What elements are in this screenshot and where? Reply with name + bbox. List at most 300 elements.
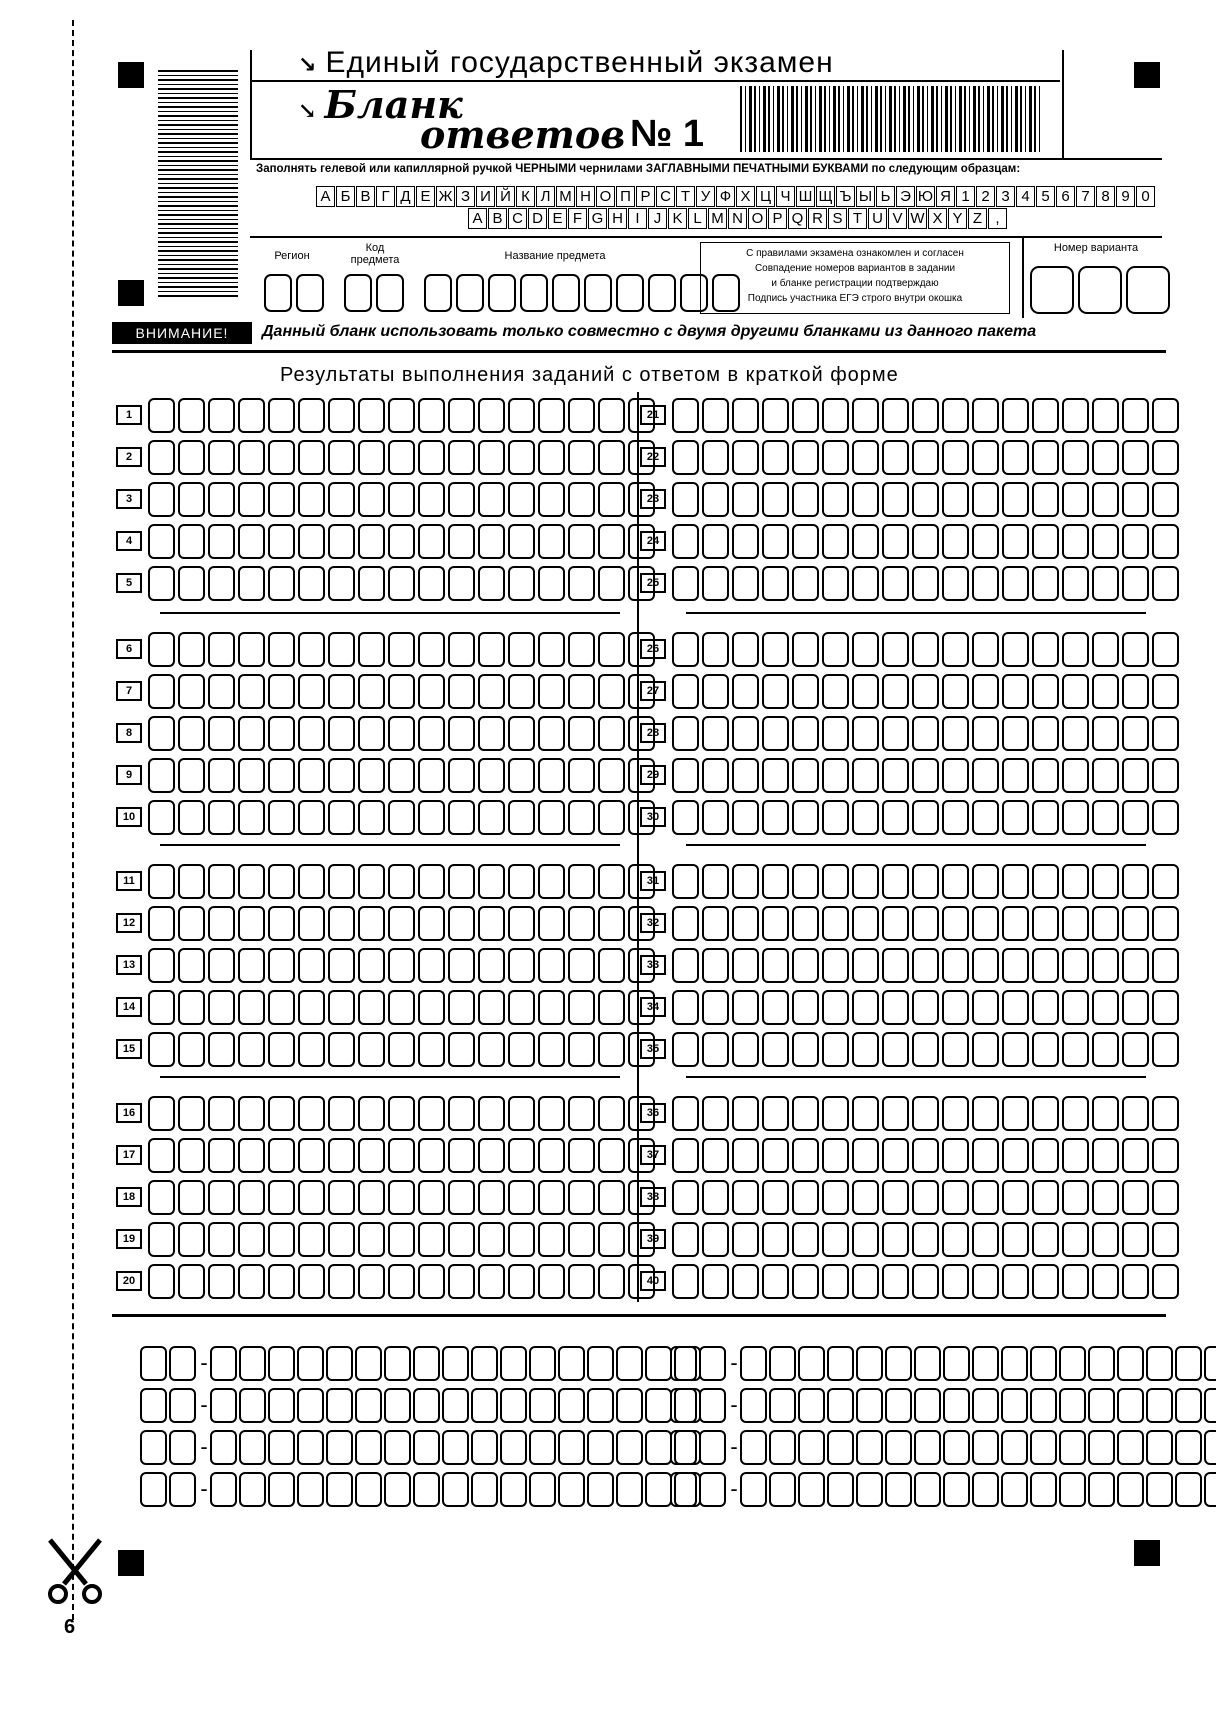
answer-cell[interactable]: [538, 1264, 565, 1299]
answer-cells[interactable]: [672, 948, 1182, 983]
answer-cell[interactable]: [942, 482, 969, 517]
answer-cell[interactable]: [298, 906, 325, 941]
answer-cell[interactable]: [1152, 1222, 1179, 1257]
answer-cell[interactable]: [328, 398, 355, 433]
answer-cells[interactable]: [672, 1096, 1182, 1131]
answer-cell[interactable]: [1032, 990, 1059, 1025]
answer-cell[interactable]: [208, 1264, 235, 1299]
answer-cell[interactable]: [762, 1032, 789, 1067]
answer-cell[interactable]: [792, 1138, 819, 1173]
answer-cell[interactable]: [418, 800, 445, 835]
answer-cell[interactable]: [1092, 524, 1119, 559]
answer-cell[interactable]: [328, 906, 355, 941]
answer-cell[interactable]: [418, 1222, 445, 1257]
answer-cell[interactable]: [852, 948, 879, 983]
answer-cell[interactable]: [942, 566, 969, 601]
answer-cell[interactable]: [852, 906, 879, 941]
answer-cell[interactable]: [508, 566, 535, 601]
answer-cell[interactable]: [238, 716, 265, 751]
answer-cell[interactable]: [912, 440, 939, 475]
answer-cell[interactable]: [1032, 1096, 1059, 1131]
answer-cell[interactable]: [448, 632, 475, 667]
correction-task-number-cells[interactable]: [670, 1388, 728, 1423]
answer-cell[interactable]: [912, 864, 939, 899]
answer-cell[interactable]: [1122, 758, 1149, 793]
answer-cell[interactable]: [972, 1222, 999, 1257]
answer-cell[interactable]: [298, 990, 325, 1025]
answer-cell[interactable]: [298, 566, 325, 601]
answer-cell[interactable]: [702, 948, 729, 983]
answer-cell[interactable]: [568, 906, 595, 941]
answer-cell[interactable]: [912, 906, 939, 941]
answer-cell[interactable]: [972, 948, 999, 983]
answer-cell[interactable]: [508, 948, 535, 983]
answer-cell[interactable]: [792, 482, 819, 517]
answer-cell[interactable]: [478, 482, 505, 517]
answer-cell[interactable]: [1002, 948, 1029, 983]
answer-cell[interactable]: [358, 524, 385, 559]
answer-cell[interactable]: [882, 1032, 909, 1067]
answer-cell[interactable]: [538, 1096, 565, 1131]
answer-cell[interactable]: [178, 716, 205, 751]
correction-answer-cells[interactable]: [740, 1430, 1216, 1465]
answer-cell[interactable]: [882, 990, 909, 1025]
answer-cell[interactable]: [882, 674, 909, 709]
answer-cell[interactable]: [852, 1138, 879, 1173]
answer-cell[interactable]: [478, 948, 505, 983]
answer-cell[interactable]: [672, 1138, 699, 1173]
answer-cell[interactable]: [148, 800, 175, 835]
answer-cell[interactable]: [298, 758, 325, 793]
answer-cell[interactable]: [268, 1180, 295, 1215]
answer-cell[interactable]: [1002, 906, 1029, 941]
answer-cell[interactable]: [1062, 1096, 1089, 1131]
answer-cell[interactable]: [702, 482, 729, 517]
answer-cell[interactable]: [1062, 1222, 1089, 1257]
answer-cell[interactable]: [1092, 948, 1119, 983]
answer-cell[interactable]: [702, 1032, 729, 1067]
answer-cell[interactable]: [672, 1032, 699, 1067]
answer-cell[interactable]: [882, 864, 909, 899]
answer-cell[interactable]: [852, 800, 879, 835]
answer-cell[interactable]: [328, 524, 355, 559]
answer-cell[interactable]: [328, 1096, 355, 1131]
subject-code-field[interactable]: [344, 274, 408, 312]
answer-cell[interactable]: [178, 948, 205, 983]
answer-cell[interactable]: [1092, 440, 1119, 475]
answer-cell[interactable]: [268, 1096, 295, 1131]
answer-cell[interactable]: [448, 758, 475, 793]
answer-cell[interactable]: [178, 482, 205, 517]
answer-cell[interactable]: [1002, 566, 1029, 601]
answer-cell[interactable]: [762, 632, 789, 667]
answer-cell[interactable]: [148, 1138, 175, 1173]
answer-cell[interactable]: [1152, 1180, 1179, 1215]
answer-cell[interactable]: [1032, 1032, 1059, 1067]
answer-cell[interactable]: [1062, 398, 1089, 433]
answer-cell[interactable]: [448, 674, 475, 709]
answer-cell[interactable]: [508, 716, 535, 751]
answer-cells[interactable]: [672, 566, 1182, 601]
answer-cell[interactable]: [298, 1264, 325, 1299]
answer-cell[interactable]: [942, 716, 969, 751]
answer-cell[interactable]: [358, 674, 385, 709]
answer-cell[interactable]: [148, 482, 175, 517]
answer-cell[interactable]: [478, 1032, 505, 1067]
answer-cell[interactable]: [1152, 1032, 1179, 1067]
answer-cell[interactable]: [822, 758, 849, 793]
answer-cell[interactable]: [208, 948, 235, 983]
answer-cell[interactable]: [912, 758, 939, 793]
answer-cell[interactable]: [418, 906, 445, 941]
answer-cell[interactable]: [568, 566, 595, 601]
answer-cell[interactable]: [1152, 1138, 1179, 1173]
answer-cell[interactable]: [972, 1096, 999, 1131]
answer-cell[interactable]: [178, 674, 205, 709]
answer-cell[interactable]: [1122, 566, 1149, 601]
answer-cell[interactable]: [568, 758, 595, 793]
answer-cell[interactable]: [942, 524, 969, 559]
answer-cell[interactable]: [328, 1032, 355, 1067]
answer-cell[interactable]: [418, 632, 445, 667]
answer-cell[interactable]: [912, 1264, 939, 1299]
answer-cell[interactable]: [732, 758, 759, 793]
answer-cell[interactable]: [478, 864, 505, 899]
answer-cell[interactable]: [538, 864, 565, 899]
answer-cell[interactable]: [568, 1264, 595, 1299]
answer-cell[interactable]: [762, 716, 789, 751]
answer-cell[interactable]: [448, 990, 475, 1025]
answer-cells[interactable]: [672, 990, 1182, 1025]
answer-cell[interactable]: [702, 864, 729, 899]
answer-cell[interactable]: [508, 1222, 535, 1257]
answer-cell[interactable]: [388, 1138, 415, 1173]
answer-cell[interactable]: [1122, 990, 1149, 1025]
answer-cell[interactable]: [568, 524, 595, 559]
answer-cell[interactable]: [178, 758, 205, 793]
correction-answer-cells[interactable]: [210, 1472, 703, 1507]
answer-cell[interactable]: [508, 800, 535, 835]
answer-cell[interactable]: [1032, 716, 1059, 751]
answer-cell[interactable]: [852, 1032, 879, 1067]
answer-cell[interactable]: [942, 1096, 969, 1131]
answer-cell[interactable]: [942, 1032, 969, 1067]
answer-cell[interactable]: [1032, 800, 1059, 835]
answer-cell[interactable]: [388, 440, 415, 475]
answer-cell[interactable]: [448, 716, 475, 751]
answer-cell[interactable]: [388, 716, 415, 751]
answer-cell[interactable]: [268, 524, 295, 559]
answer-cell[interactable]: [912, 1138, 939, 1173]
answer-cell[interactable]: [852, 1180, 879, 1215]
answer-cell[interactable]: [208, 566, 235, 601]
answer-cell[interactable]: [1032, 398, 1059, 433]
answer-cell[interactable]: [822, 990, 849, 1025]
answer-cell[interactable]: [178, 632, 205, 667]
answer-cell[interactable]: [508, 674, 535, 709]
answer-cell[interactable]: [148, 674, 175, 709]
answer-cell[interactable]: [328, 758, 355, 793]
answer-cell[interactable]: [882, 1222, 909, 1257]
answer-cell[interactable]: [268, 632, 295, 667]
correction-task-number-cells[interactable]: [140, 1388, 198, 1423]
answer-cell[interactable]: [822, 716, 849, 751]
answer-cells[interactable]: [148, 716, 658, 751]
answer-cell[interactable]: [208, 1096, 235, 1131]
answer-cell[interactable]: [388, 864, 415, 899]
answer-cell[interactable]: [702, 1096, 729, 1131]
answer-cell[interactable]: [208, 716, 235, 751]
answer-cell[interactable]: [508, 1138, 535, 1173]
answer-cell[interactable]: [418, 524, 445, 559]
answer-cell[interactable]: [448, 1222, 475, 1257]
answer-cell[interactable]: [238, 398, 265, 433]
answer-cell[interactable]: [1062, 864, 1089, 899]
answer-cell[interactable]: [208, 524, 235, 559]
answer-cell[interactable]: [1152, 440, 1179, 475]
answer-cell[interactable]: [418, 674, 445, 709]
answer-cell[interactable]: [762, 566, 789, 601]
answer-cell[interactable]: [1032, 1264, 1059, 1299]
answer-cell[interactable]: [1152, 758, 1179, 793]
answer-cell[interactable]: [852, 1264, 879, 1299]
answer-cell[interactable]: [598, 1096, 625, 1131]
answer-cell[interactable]: [792, 398, 819, 433]
variant-field[interactable]: [1030, 266, 1174, 314]
answer-cell[interactable]: [568, 864, 595, 899]
answer-cell[interactable]: [178, 906, 205, 941]
answer-cell[interactable]: [328, 1180, 355, 1215]
answer-cell[interactable]: [882, 1264, 909, 1299]
answer-cell[interactable]: [942, 1222, 969, 1257]
answer-cell[interactable]: [178, 800, 205, 835]
answer-cell[interactable]: [1032, 1138, 1059, 1173]
answer-cell[interactable]: [1152, 632, 1179, 667]
answer-cell[interactable]: [702, 632, 729, 667]
answer-cell[interactable]: [792, 1180, 819, 1215]
answer-cell[interactable]: [1122, 632, 1149, 667]
answer-cell[interactable]: [238, 1138, 265, 1173]
answer-cell[interactable]: [238, 758, 265, 793]
answer-cell[interactable]: [762, 524, 789, 559]
answer-cell[interactable]: [972, 1180, 999, 1215]
answer-cell[interactable]: [208, 632, 235, 667]
answer-cell[interactable]: [388, 800, 415, 835]
answer-cell[interactable]: [1062, 674, 1089, 709]
answer-cell[interactable]: [702, 758, 729, 793]
answer-cell[interactable]: [1032, 906, 1059, 941]
answer-cells[interactable]: [148, 566, 658, 601]
answer-cells[interactable]: [148, 1138, 658, 1173]
answer-cells[interactable]: [148, 1032, 658, 1067]
answer-cell[interactable]: [358, 1096, 385, 1131]
answer-cell[interactable]: [358, 758, 385, 793]
answer-cell[interactable]: [732, 398, 759, 433]
answer-cell[interactable]: [792, 758, 819, 793]
answer-cell[interactable]: [1032, 632, 1059, 667]
correction-task-number-cells[interactable]: [670, 1346, 728, 1381]
answer-cell[interactable]: [418, 566, 445, 601]
answer-cell[interactable]: [912, 716, 939, 751]
answer-cell[interactable]: [508, 440, 535, 475]
answer-cell[interactable]: [268, 758, 295, 793]
answer-cell[interactable]: [388, 566, 415, 601]
answer-cells[interactable]: [672, 524, 1182, 559]
answer-cell[interactable]: [358, 440, 385, 475]
answer-cell[interactable]: [448, 1264, 475, 1299]
answer-cell[interactable]: [358, 632, 385, 667]
answer-cell[interactable]: [942, 990, 969, 1025]
answer-cell[interactable]: [822, 482, 849, 517]
answer-cells[interactable]: [672, 1138, 1182, 1173]
answer-cell[interactable]: [268, 398, 295, 433]
answer-cell[interactable]: [822, 948, 849, 983]
answer-cell[interactable]: [358, 948, 385, 983]
answer-cell[interactable]: [1032, 524, 1059, 559]
answer-cell[interactable]: [538, 716, 565, 751]
answer-cell[interactable]: [418, 1264, 445, 1299]
answer-cell[interactable]: [822, 566, 849, 601]
answer-cell[interactable]: [852, 674, 879, 709]
answer-cell[interactable]: [328, 632, 355, 667]
answer-cell[interactable]: [388, 1180, 415, 1215]
answer-cell[interactable]: [972, 524, 999, 559]
answer-cell[interactable]: [792, 440, 819, 475]
answer-cells[interactable]: [148, 674, 658, 709]
answer-cell[interactable]: [972, 1032, 999, 1067]
answer-cell[interactable]: [478, 1264, 505, 1299]
answer-cell[interactable]: [732, 716, 759, 751]
answer-cell[interactable]: [238, 1032, 265, 1067]
answer-cell[interactable]: [762, 1222, 789, 1257]
answer-cells[interactable]: [148, 1264, 658, 1299]
answer-cell[interactable]: [358, 716, 385, 751]
answer-cell[interactable]: [852, 1222, 879, 1257]
answer-cell[interactable]: [538, 948, 565, 983]
answer-cell[interactable]: [1122, 1264, 1149, 1299]
answer-cell[interactable]: [148, 1222, 175, 1257]
answer-cell[interactable]: [238, 482, 265, 517]
answer-cells[interactable]: [148, 948, 658, 983]
answer-cell[interactable]: [298, 1032, 325, 1067]
correction-answer-cells[interactable]: [740, 1388, 1216, 1423]
answer-cell[interactable]: [478, 1138, 505, 1173]
correction-task-number-cells[interactable]: [140, 1430, 198, 1465]
answer-cell[interactable]: [822, 1264, 849, 1299]
answer-cell[interactable]: [792, 1032, 819, 1067]
answer-cell[interactable]: [852, 398, 879, 433]
answer-cell[interactable]: [388, 482, 415, 517]
answer-cell[interactable]: [298, 800, 325, 835]
answer-cell[interactable]: [238, 524, 265, 559]
answer-cell[interactable]: [822, 906, 849, 941]
answer-cell[interactable]: [268, 1222, 295, 1257]
answer-cell[interactable]: [238, 440, 265, 475]
answer-cell[interactable]: [1092, 864, 1119, 899]
correction-answer-cells[interactable]: [740, 1472, 1216, 1507]
answer-cell[interactable]: [822, 674, 849, 709]
answer-cell[interactable]: [478, 674, 505, 709]
answer-cell[interactable]: [1062, 482, 1089, 517]
answer-cell[interactable]: [1062, 1032, 1089, 1067]
answer-cell[interactable]: [822, 1222, 849, 1257]
answer-cell[interactable]: [358, 398, 385, 433]
answer-cell[interactable]: [328, 482, 355, 517]
answer-cell[interactable]: [148, 716, 175, 751]
answer-cell[interactable]: [358, 1032, 385, 1067]
answer-cell[interactable]: [238, 906, 265, 941]
answer-cell[interactable]: [478, 1096, 505, 1131]
answer-cell[interactable]: [508, 906, 535, 941]
answer-cell[interactable]: [972, 482, 999, 517]
answer-cell[interactable]: [538, 632, 565, 667]
answer-cell[interactable]: [762, 758, 789, 793]
answer-cell[interactable]: [852, 864, 879, 899]
answer-cells[interactable]: [148, 864, 658, 899]
answer-cell[interactable]: [328, 1222, 355, 1257]
answer-cell[interactable]: [538, 674, 565, 709]
answer-cell[interactable]: [672, 800, 699, 835]
answer-cell[interactable]: [298, 1180, 325, 1215]
answer-cell[interactable]: [1032, 440, 1059, 475]
answer-cell[interactable]: [358, 800, 385, 835]
answer-cell[interactable]: [418, 1180, 445, 1215]
answer-cell[interactable]: [972, 758, 999, 793]
answer-cell[interactable]: [448, 1138, 475, 1173]
answer-cell[interactable]: [418, 948, 445, 983]
answer-cell[interactable]: [702, 1138, 729, 1173]
answer-cell[interactable]: [702, 716, 729, 751]
answer-cell[interactable]: [882, 758, 909, 793]
answer-cell[interactable]: [328, 674, 355, 709]
answer-cell[interactable]: [208, 398, 235, 433]
correction-task-number-cells[interactable]: [670, 1472, 728, 1507]
answer-cell[interactable]: [972, 800, 999, 835]
answer-cell[interactable]: [388, 632, 415, 667]
answer-cell[interactable]: [972, 440, 999, 475]
answer-cell[interactable]: [388, 674, 415, 709]
answer-cell[interactable]: [328, 800, 355, 835]
answer-cell[interactable]: [358, 1180, 385, 1215]
answer-cell[interactable]: [1062, 632, 1089, 667]
answer-cell[interactable]: [672, 1264, 699, 1299]
answer-cell[interactable]: [942, 948, 969, 983]
answer-cell[interactable]: [388, 1264, 415, 1299]
answer-cell[interactable]: [298, 440, 325, 475]
answer-cell[interactable]: [1062, 1180, 1089, 1215]
answer-cell[interactable]: [762, 1138, 789, 1173]
answer-cell[interactable]: [178, 864, 205, 899]
answer-cell[interactable]: [298, 398, 325, 433]
answer-cell[interactable]: [238, 800, 265, 835]
answer-cell[interactable]: [538, 1180, 565, 1215]
answer-cell[interactable]: [762, 800, 789, 835]
answer-cell[interactable]: [792, 632, 819, 667]
answer-cell[interactable]: [328, 566, 355, 601]
answer-cell[interactable]: [882, 524, 909, 559]
answer-cell[interactable]: [912, 1180, 939, 1215]
answer-cell[interactable]: [448, 948, 475, 983]
answer-cell[interactable]: [702, 1264, 729, 1299]
answer-cell[interactable]: [732, 482, 759, 517]
answer-cell[interactable]: [148, 524, 175, 559]
answer-cell[interactable]: [598, 524, 625, 559]
answer-cell[interactable]: [1062, 566, 1089, 601]
answer-cell[interactable]: [238, 1180, 265, 1215]
answer-cell[interactable]: [1122, 864, 1149, 899]
answer-cell[interactable]: [388, 990, 415, 1025]
answer-cell[interactable]: [568, 1222, 595, 1257]
